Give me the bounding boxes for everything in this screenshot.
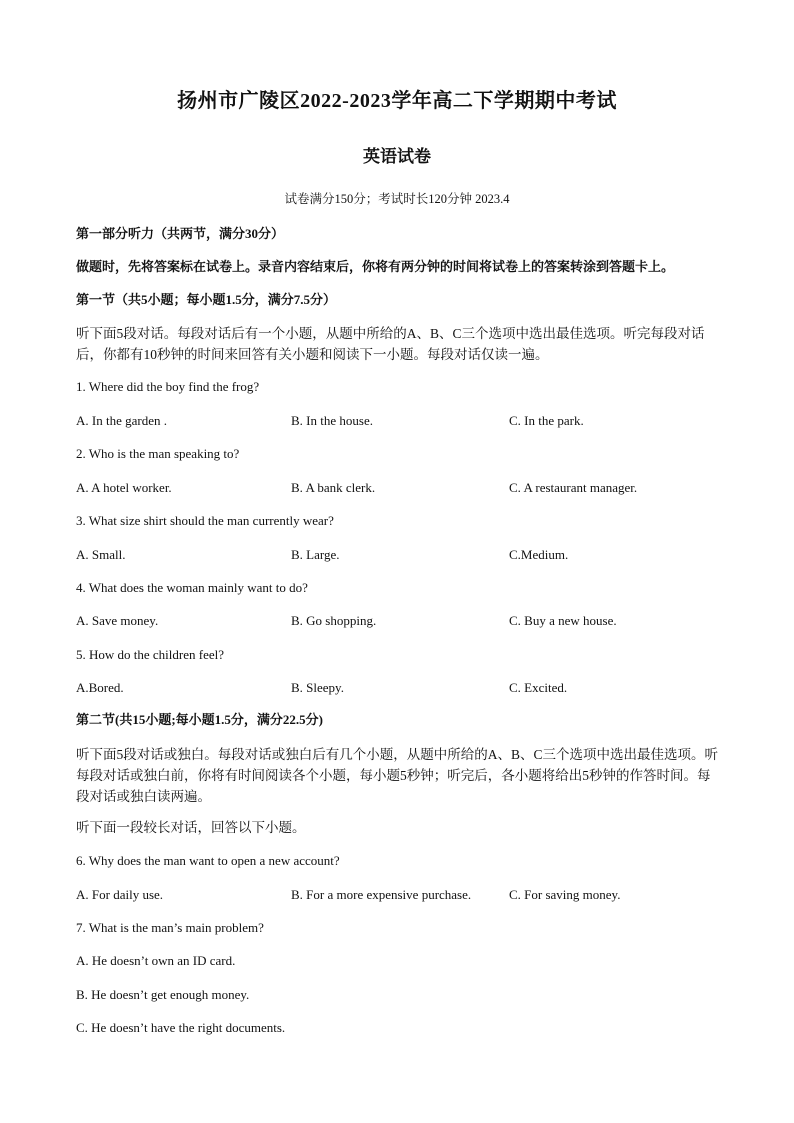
question-stem: 6. Why does the man want to open a new account? [76,853,340,868]
question-options [76,885,726,905]
section1-instruction: 听下面5段对话。每段对话后有一个小题，从题中所给的A、B、C三个选项中选出最佳选项。听完每段对话后，你都有10秒钟的时间来回答有关小题和阅读下一小题。每段对话仅读一遍。 [76,326,705,362]
exam-title: 扬州市广陵区2022-2023学年高二下学期期中考试 [177,90,617,112]
question-stem: 2. Who is the man speaking to? [76,446,240,461]
option-a: A. In the garden . [76,413,167,428]
exam-meta: 试卷满分150分；考试时长120分钟 2023.4 [284,192,510,206]
option-a: A. Save money. [76,613,159,628]
option-c: C. A restaurant manager. [509,480,638,495]
question-options [76,545,726,565]
part1-instruction: 做题时，先将答案标在试卷上。录音内容结束后，你将有两分钟的时间将试卷上的答案转涂到答题卡上。 [76,259,675,274]
option-b: B. A bank clerk. [291,480,376,495]
option-a: A. Small. [76,547,126,562]
section2-heading: 第二节(共15小题;每小题1.5分，满分22.5分) [76,712,323,727]
question-options [76,411,726,431]
option-c: C. He doesn’t have the right documents. [76,1020,286,1035]
part1-heading: 第一部分听力（共两节，满分30分） [76,226,285,241]
option-b: B. Sleepy. [291,680,344,695]
section2-instruction: 听下面5段对话或独白。每段对话或独白后有几个小题，从题中所给的A、B、C三个选项中选出最佳选项。听每段对话或独白前，你将有时间阅读各个小题，每小题5秒钟；听完后，各小题将给出5秒钟的作答时间。每段对话或独白读两遍。 [76,747,719,804]
exam-subtitle: 英语试卷 [363,147,431,166]
option-b: B. He doesn’t get enough money. [76,987,250,1002]
option-b: B. Go shopping. [291,613,377,628]
option-c: C. Excited. [509,680,568,695]
question-stem: 4. What does the woman mainly want to do? [76,580,308,595]
section2-sub-instruction: 听下面一段较长对话，回答以下小题。 [76,820,306,835]
question-stem: 5. How do the children feel? [76,647,225,662]
option-c: C. Buy a new house. [509,613,617,628]
question-stem: 7. What is the man’s main problem? [76,920,264,935]
question-stem: 1. Where did the boy find the frog? [76,379,260,394]
question-options [76,678,726,698]
option-c: C. For saving money. [509,887,621,902]
option-a: A. A hotel worker. [76,480,172,495]
option-a: A. He doesn’t own an ID card. [76,953,236,968]
option-a: A.Bored. [76,680,124,695]
option-b: B. In the house. [291,413,373,428]
question-stem: 3. What size shirt should the man currently wear? [76,513,334,528]
question-options [76,478,726,498]
option-c: C.Medium. [509,547,569,562]
question-options [76,611,726,631]
option-a: A. For daily use. [76,887,164,902]
option-b: B. Large. [291,547,340,562]
section1-heading: 第一节（共5小题；每小题1.5分，满分7.5分） [76,292,337,307]
option-c: C. In the park. [509,413,584,428]
option-b: B. For a more expensive purchase. [291,887,472,902]
